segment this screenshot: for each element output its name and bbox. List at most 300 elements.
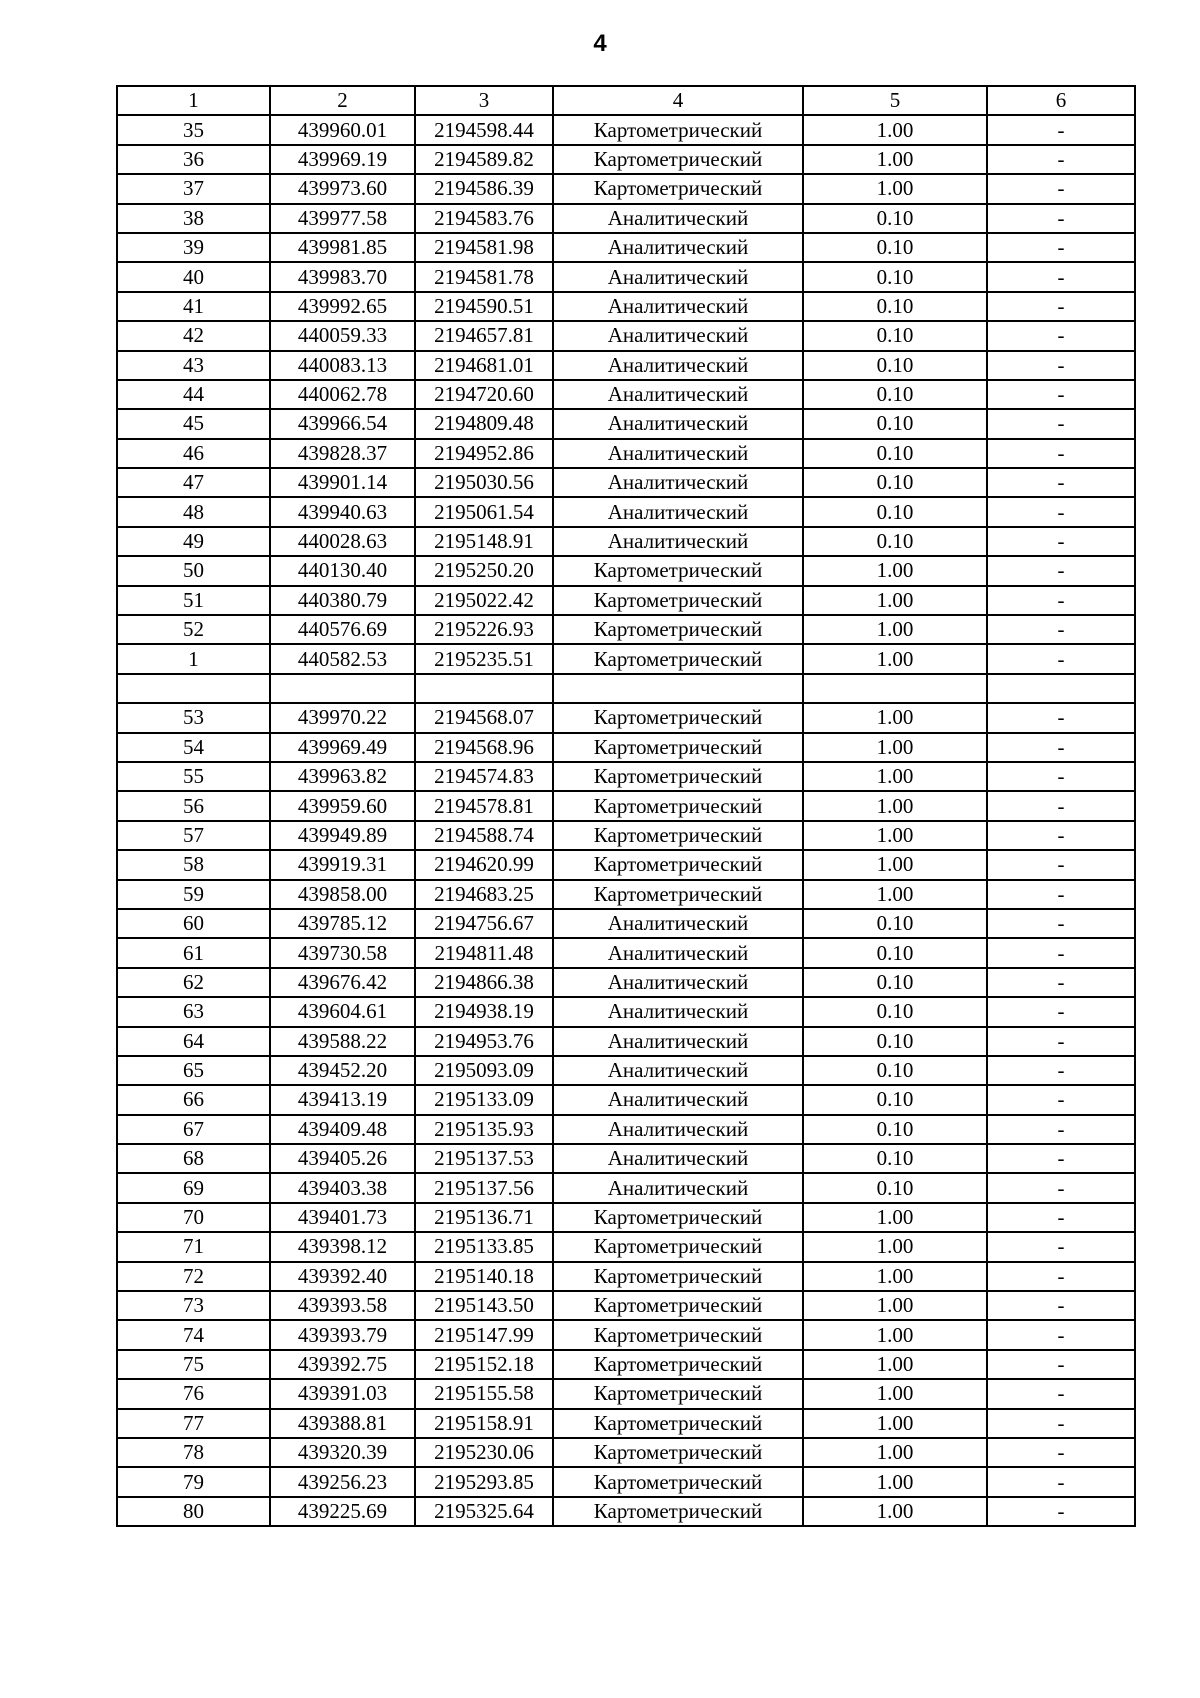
y-coordinate-cell: 2195133.85: [415, 1232, 553, 1261]
x-coordinate-cell: 439393.79: [270, 1320, 415, 1349]
accuracy-cell: 1.00: [803, 1320, 987, 1349]
note-cell: -: [987, 233, 1135, 262]
point-number-cell: 59: [117, 880, 270, 909]
x-coordinate-cell: 439828.37: [270, 439, 415, 468]
note-cell: -: [987, 703, 1135, 732]
note-cell: -: [987, 1409, 1135, 1438]
x-coordinate-cell: 439392.75: [270, 1350, 415, 1379]
table-row: [117, 938, 1135, 967]
accuracy-cell: 0.10: [803, 351, 987, 380]
accuracy-cell: 1.00: [803, 850, 987, 879]
y-coordinate-cell: 2194568.96: [415, 733, 553, 762]
y-coordinate-cell: 2195140.18: [415, 1262, 553, 1291]
y-coordinate-cell: 2194657.81: [415, 321, 553, 350]
header-cell: 3: [415, 86, 553, 115]
method-cell: Картометрический: [553, 850, 803, 879]
accuracy-cell: 0.10: [803, 909, 987, 938]
note-cell: -: [987, 968, 1135, 997]
y-coordinate-cell: 2194589.82: [415, 145, 553, 174]
point-number-cell: 72: [117, 1262, 270, 1291]
note-cell: -: [987, 439, 1135, 468]
y-coordinate-cell: 2195325.64: [415, 1497, 553, 1526]
y-coordinate-cell: 2194809.48: [415, 409, 553, 438]
accuracy-cell: 0.10: [803, 439, 987, 468]
x-coordinate-cell: 439588.22: [270, 1027, 415, 1056]
point-number-cell: 35: [117, 115, 270, 144]
y-coordinate-cell: 2194681.01: [415, 351, 553, 380]
y-coordinate-cell: 2195137.56: [415, 1173, 553, 1202]
accuracy-cell: 0.10: [803, 1173, 987, 1202]
accuracy-cell: 1.00: [803, 1232, 987, 1261]
point-number-cell: 76: [117, 1379, 270, 1408]
note-cell: -: [987, 850, 1135, 879]
method-cell: Аналитический: [553, 409, 803, 438]
method-cell: [553, 674, 803, 703]
x-coordinate-cell: 439992.65: [270, 292, 415, 321]
point-number-cell: 46: [117, 439, 270, 468]
table-row: [117, 145, 1135, 174]
x-coordinate-cell: 439225.69: [270, 1497, 415, 1526]
note-cell: -: [987, 1467, 1135, 1496]
point-number-cell: 68: [117, 1144, 270, 1173]
point-number-cell: 47: [117, 468, 270, 497]
method-cell: Картометрический: [553, 762, 803, 791]
point-number-cell: [117, 674, 270, 703]
x-coordinate-cell: 439969.49: [270, 733, 415, 762]
table-row: [117, 351, 1135, 380]
table-row: [117, 439, 1135, 468]
note-cell: -: [987, 556, 1135, 585]
point-number-cell: 77: [117, 1409, 270, 1438]
accuracy-cell: 0.10: [803, 1056, 987, 1085]
note-cell: -: [987, 409, 1135, 438]
method-cell: Аналитический: [553, 380, 803, 409]
accuracy-cell: 1.00: [803, 1497, 987, 1526]
accuracy-cell: 0.10: [803, 468, 987, 497]
point-number-cell: 1: [117, 644, 270, 673]
table-row: [117, 762, 1135, 791]
table-row: [117, 615, 1135, 644]
accuracy-cell: 0.10: [803, 1085, 987, 1114]
accuracy-cell: 1.00: [803, 1262, 987, 1291]
y-coordinate-cell: 2194683.25: [415, 880, 553, 909]
table-row: [117, 1409, 1135, 1438]
y-coordinate-cell: 2194581.98: [415, 233, 553, 262]
accuracy-cell: 0.10: [803, 497, 987, 526]
x-coordinate-cell: 439676.42: [270, 968, 415, 997]
table-row: [117, 1467, 1135, 1496]
point-number-cell: 54: [117, 733, 270, 762]
method-cell: Аналитический: [553, 1144, 803, 1173]
table-row: [117, 204, 1135, 233]
method-cell: Картометрический: [553, 1350, 803, 1379]
method-cell: Аналитический: [553, 497, 803, 526]
table-row: [117, 821, 1135, 850]
accuracy-cell: 1.00: [803, 644, 987, 673]
table-row: [117, 527, 1135, 556]
method-cell: Аналитический: [553, 351, 803, 380]
table-row: [117, 968, 1135, 997]
point-number-cell: 80: [117, 1497, 270, 1526]
table-row: [117, 1320, 1135, 1349]
note-cell: -: [987, 1115, 1135, 1144]
accuracy-cell: 0.10: [803, 938, 987, 967]
table-row: [117, 497, 1135, 526]
x-coordinate-cell: 439919.31: [270, 850, 415, 879]
point-number-cell: 38: [117, 204, 270, 233]
note-cell: -: [987, 321, 1135, 350]
accuracy-cell: 1.00: [803, 1438, 987, 1467]
y-coordinate-cell: 2195135.93: [415, 1115, 553, 1144]
point-number-cell: 49: [117, 527, 270, 556]
accuracy-cell: 0.10: [803, 292, 987, 321]
table-row: [117, 703, 1135, 732]
note-cell: -: [987, 1291, 1135, 1320]
x-coordinate-cell: 439963.82: [270, 762, 415, 791]
point-number-cell: 41: [117, 292, 270, 321]
method-cell: Картометрический: [553, 556, 803, 585]
header-cell: 2: [270, 86, 415, 115]
note-cell: -: [987, 468, 1135, 497]
y-coordinate-cell: 2195158.91: [415, 1409, 553, 1438]
x-coordinate-cell: 439730.58: [270, 938, 415, 967]
note-cell: -: [987, 1056, 1135, 1085]
note-cell: -: [987, 1320, 1135, 1349]
accuracy-cell: 1.00: [803, 821, 987, 850]
table-row: [117, 733, 1135, 762]
header-cell: 6: [987, 86, 1135, 115]
x-coordinate-cell: 439983.70: [270, 262, 415, 291]
x-coordinate-cell: 439391.03: [270, 1379, 415, 1408]
y-coordinate-cell: 2194811.48: [415, 938, 553, 967]
accuracy-cell: 0.10: [803, 204, 987, 233]
accuracy-cell: 1.00: [803, 1379, 987, 1408]
accuracy-cell: 1.00: [803, 1291, 987, 1320]
table-row: [117, 1438, 1135, 1467]
note-cell: -: [987, 1379, 1135, 1408]
x-coordinate-cell: 439785.12: [270, 909, 415, 938]
method-cell: Аналитический: [553, 204, 803, 233]
note-cell: -: [987, 145, 1135, 174]
x-coordinate-cell: 439960.01: [270, 115, 415, 144]
x-coordinate-cell: 439949.89: [270, 821, 415, 850]
note-cell: -: [987, 880, 1135, 909]
accuracy-cell: 1.00: [803, 174, 987, 203]
y-coordinate-cell: 2195137.53: [415, 1144, 553, 1173]
point-number-cell: 53: [117, 703, 270, 732]
table-row: [117, 909, 1135, 938]
accuracy-cell: 0.10: [803, 233, 987, 262]
x-coordinate-cell: 440576.69: [270, 615, 415, 644]
x-coordinate-cell: 440062.78: [270, 380, 415, 409]
y-coordinate-cell: 2195093.09: [415, 1056, 553, 1085]
table-row: [117, 1027, 1135, 1056]
method-cell: Картометрический: [553, 791, 803, 820]
x-coordinate-cell: 439901.14: [270, 468, 415, 497]
accuracy-cell: 0.10: [803, 997, 987, 1026]
method-cell: Аналитический: [553, 527, 803, 556]
x-coordinate-cell: 440130.40: [270, 556, 415, 585]
y-coordinate-cell: 2195250.20: [415, 556, 553, 585]
y-coordinate-cell: 2195148.91: [415, 527, 553, 556]
note-cell: -: [987, 115, 1135, 144]
y-coordinate-cell: 2195235.51: [415, 644, 553, 673]
table-row: [117, 644, 1135, 673]
point-number-cell: 51: [117, 586, 270, 615]
x-coordinate-cell: 439959.60: [270, 791, 415, 820]
table-row: [117, 586, 1135, 615]
y-coordinate-cell: 2194598.44: [415, 115, 553, 144]
method-cell: Аналитический: [553, 997, 803, 1026]
table-body: [117, 86, 1135, 1526]
header-cell: 4: [553, 86, 803, 115]
method-cell: Картометрический: [553, 1320, 803, 1349]
accuracy-cell: 1.00: [803, 1409, 987, 1438]
y-coordinate-cell: 2194590.51: [415, 292, 553, 321]
y-coordinate-cell: 2194574.83: [415, 762, 553, 791]
accuracy-cell: 0.10: [803, 321, 987, 350]
x-coordinate-cell: 439981.85: [270, 233, 415, 262]
accuracy-cell: 1.00: [803, 791, 987, 820]
point-number-cell: 79: [117, 1467, 270, 1496]
method-cell: Картометрический: [553, 1291, 803, 1320]
y-coordinate-cell: 2195136.71: [415, 1203, 553, 1232]
method-cell: Аналитический: [553, 233, 803, 262]
table-row: [117, 1144, 1135, 1173]
note-cell: -: [987, 1232, 1135, 1261]
note-cell: -: [987, 292, 1135, 321]
note-cell: -: [987, 174, 1135, 203]
x-coordinate-cell: 439256.23: [270, 1467, 415, 1496]
y-coordinate-cell: 2194620.99: [415, 850, 553, 879]
method-cell: Картометрический: [553, 174, 803, 203]
point-number-cell: 67: [117, 1115, 270, 1144]
accuracy-cell: 1.00: [803, 115, 987, 144]
point-number-cell: 71: [117, 1232, 270, 1261]
y-coordinate-cell: 2195061.54: [415, 497, 553, 526]
method-cell: Аналитический: [553, 439, 803, 468]
note-cell: -: [987, 1173, 1135, 1202]
y-coordinate-cell: 2195022.42: [415, 586, 553, 615]
accuracy-cell: 1.00: [803, 880, 987, 909]
table-row: [117, 850, 1135, 879]
accuracy-cell: 1.00: [803, 1203, 987, 1232]
point-number-cell: 48: [117, 497, 270, 526]
y-coordinate-cell: 2194568.07: [415, 703, 553, 732]
method-cell: Аналитический: [553, 1056, 803, 1085]
x-coordinate-cell: 440380.79: [270, 586, 415, 615]
y-coordinate-cell: 2195226.93: [415, 615, 553, 644]
x-coordinate-cell: 439388.81: [270, 1409, 415, 1438]
x-coordinate-cell: 440059.33: [270, 321, 415, 350]
x-coordinate-cell: [270, 674, 415, 703]
method-cell: Картометрический: [553, 703, 803, 732]
note-cell: -: [987, 1350, 1135, 1379]
x-coordinate-cell: 439969.19: [270, 145, 415, 174]
y-coordinate-cell: 2194583.76: [415, 204, 553, 233]
y-coordinate-cell: 2194578.81: [415, 791, 553, 820]
x-coordinate-cell: 439452.20: [270, 1056, 415, 1085]
x-coordinate-cell: 439604.61: [270, 997, 415, 1026]
note-cell: -: [987, 821, 1135, 850]
table-row: [117, 791, 1135, 820]
accuracy-cell: 0.10: [803, 968, 987, 997]
point-number-cell: 60: [117, 909, 270, 938]
point-number-cell: 40: [117, 262, 270, 291]
method-cell: Картометрический: [553, 821, 803, 850]
note-cell: -: [987, 586, 1135, 615]
table-row: [117, 997, 1135, 1026]
accuracy-cell: 0.10: [803, 527, 987, 556]
y-coordinate-cell: 2194588.74: [415, 821, 553, 850]
header-cell: 5: [803, 86, 987, 115]
accuracy-cell: [803, 674, 987, 703]
note-cell: -: [987, 497, 1135, 526]
table-row: [117, 1232, 1135, 1261]
y-coordinate-cell: 2195133.09: [415, 1085, 553, 1114]
note-cell: -: [987, 997, 1135, 1026]
x-coordinate-cell: 439401.73: [270, 1203, 415, 1232]
x-coordinate-cell: 439409.48: [270, 1115, 415, 1144]
method-cell: Картометрический: [553, 1379, 803, 1408]
x-coordinate-cell: 439940.63: [270, 497, 415, 526]
y-coordinate-cell: 2195152.18: [415, 1350, 553, 1379]
accuracy-cell: 0.10: [803, 409, 987, 438]
x-coordinate-cell: 439970.22: [270, 703, 415, 732]
note-cell: -: [987, 644, 1135, 673]
table-row: [117, 174, 1135, 203]
y-coordinate-cell: 2195155.58: [415, 1379, 553, 1408]
y-coordinate-cell: 2194866.38: [415, 968, 553, 997]
method-cell: Картометрический: [553, 145, 803, 174]
y-coordinate-cell: 2195147.99: [415, 1320, 553, 1349]
note-cell: -: [987, 1144, 1135, 1173]
table-row: [117, 880, 1135, 909]
table-row: [117, 380, 1135, 409]
point-number-cell: 37: [117, 174, 270, 203]
y-coordinate-cell: 2195293.85: [415, 1467, 553, 1496]
accuracy-cell: 0.10: [803, 262, 987, 291]
method-cell: Картометрический: [553, 586, 803, 615]
y-coordinate-cell: 2194586.39: [415, 174, 553, 203]
method-cell: Аналитический: [553, 938, 803, 967]
point-number-cell: 50: [117, 556, 270, 585]
y-coordinate-cell: 2194581.78: [415, 262, 553, 291]
method-cell: Аналитический: [553, 1173, 803, 1202]
note-cell: -: [987, 262, 1135, 291]
method-cell: Картометрический: [553, 733, 803, 762]
y-coordinate-cell: 2195230.06: [415, 1438, 553, 1467]
note-cell: -: [987, 1497, 1135, 1526]
method-cell: Картометрический: [553, 1203, 803, 1232]
point-number-cell: 65: [117, 1056, 270, 1085]
method-cell: Аналитический: [553, 468, 803, 497]
y-coordinate-cell: 2194756.67: [415, 909, 553, 938]
point-number-cell: 36: [117, 145, 270, 174]
point-number-cell: 63: [117, 997, 270, 1026]
y-coordinate-cell: 2195030.56: [415, 468, 553, 497]
table-row: [117, 292, 1135, 321]
point-number-cell: 39: [117, 233, 270, 262]
table-row: [117, 115, 1135, 144]
x-coordinate-cell: 440028.63: [270, 527, 415, 556]
method-cell: Картометрический: [553, 644, 803, 673]
method-cell: Аналитический: [553, 909, 803, 938]
point-number-cell: 42: [117, 321, 270, 350]
method-cell: Картометрический: [553, 1497, 803, 1526]
point-number-cell: 58: [117, 850, 270, 879]
note-cell: -: [987, 938, 1135, 967]
point-number-cell: 44: [117, 380, 270, 409]
table-row: [117, 1350, 1135, 1379]
point-number-cell: 70: [117, 1203, 270, 1232]
table-row: [117, 1291, 1135, 1320]
header-cell: 1: [117, 86, 270, 115]
note-cell: -: [987, 204, 1135, 233]
table-header-row: [117, 86, 1135, 115]
point-number-cell: 73: [117, 1291, 270, 1320]
method-cell: Аналитический: [553, 968, 803, 997]
note-cell: -: [987, 791, 1135, 820]
point-number-cell: 64: [117, 1027, 270, 1056]
table-row: [117, 556, 1135, 585]
accuracy-cell: 0.10: [803, 1115, 987, 1144]
method-cell: Аналитический: [553, 1085, 803, 1114]
accuracy-cell: 1.00: [803, 703, 987, 732]
method-cell: Аналитический: [553, 292, 803, 321]
point-number-cell: 62: [117, 968, 270, 997]
table-row: [117, 1497, 1135, 1526]
accuracy-cell: 1.00: [803, 556, 987, 585]
x-coordinate-cell: 440582.53: [270, 644, 415, 673]
table-row: [117, 262, 1135, 291]
table-row: [117, 468, 1135, 497]
method-cell: Картометрический: [553, 880, 803, 909]
point-number-cell: 52: [117, 615, 270, 644]
y-coordinate-cell: 2194952.86: [415, 439, 553, 468]
point-number-cell: 74: [117, 1320, 270, 1349]
table-row: [117, 321, 1135, 350]
x-coordinate-cell: 439403.38: [270, 1173, 415, 1202]
note-cell: -: [987, 380, 1135, 409]
table-row: [117, 1085, 1135, 1114]
point-number-cell: 55: [117, 762, 270, 791]
note-cell: -: [987, 615, 1135, 644]
point-number-cell: 61: [117, 938, 270, 967]
note-cell: -: [987, 1203, 1135, 1232]
method-cell: Картометрический: [553, 1262, 803, 1291]
accuracy-cell: 1.00: [803, 762, 987, 791]
note-cell: -: [987, 762, 1135, 791]
method-cell: Аналитический: [553, 262, 803, 291]
note-cell: -: [987, 909, 1135, 938]
table-row: [117, 1203, 1135, 1232]
method-cell: Аналитический: [553, 1115, 803, 1144]
note-cell: [987, 674, 1135, 703]
accuracy-cell: 1.00: [803, 1350, 987, 1379]
note-cell: -: [987, 1085, 1135, 1114]
method-cell: Картометрический: [553, 1438, 803, 1467]
y-coordinate-cell: 2194720.60: [415, 380, 553, 409]
note-cell: -: [987, 1262, 1135, 1291]
x-coordinate-cell: 439858.00: [270, 880, 415, 909]
x-coordinate-cell: 439973.60: [270, 174, 415, 203]
x-coordinate-cell: 439393.58: [270, 1291, 415, 1320]
y-coordinate-cell: [415, 674, 553, 703]
accuracy-cell: 1.00: [803, 145, 987, 174]
method-cell: Картометрический: [553, 115, 803, 144]
accuracy-cell: 0.10: [803, 1027, 987, 1056]
